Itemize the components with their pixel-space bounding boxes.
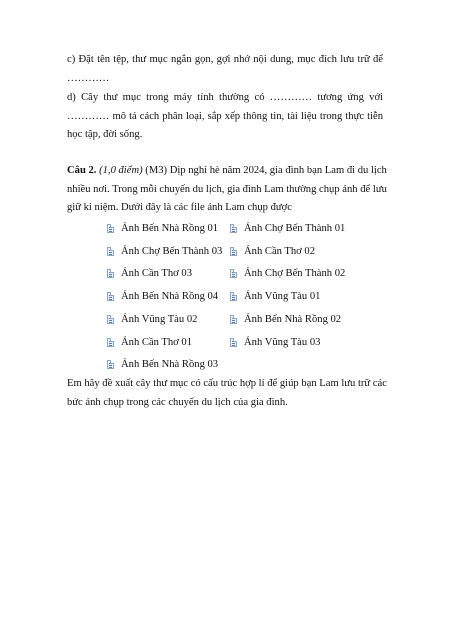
file-name: Ảnh Chợ Bến Thành 01 [244, 222, 346, 234]
file-item[interactable] [230, 288, 320, 304]
image-file-icon [107, 247, 114, 256]
file-name: Ảnh Cần Thơ 02 [244, 245, 316, 257]
file-item[interactable] [230, 311, 341, 327]
file-name: Ảnh Vũng Tàu 03 [244, 336, 321, 348]
closing-line-1: Em hãy đề xuất cây thư mục có cấu trúc hợp lí để giúp bạn Lam lưu trữ các [67, 378, 387, 389]
image-file-icon [107, 292, 114, 301]
section-c-line-1: c) Đặt tên tệp, thư mục ngắn gọn, gợi nhớ nội dung, mục đích lưu trữ để [67, 54, 383, 65]
image-file-icon [230, 338, 237, 347]
section-c-paragraph [67, 51, 383, 88]
section-d-line-3: học tập, đời sống. [67, 129, 143, 140]
file-item[interactable] [107, 334, 192, 350]
closing-paragraph [67, 375, 387, 412]
file-item[interactable] [107, 243, 222, 259]
question-2-line-1 [67, 162, 387, 181]
image-file-icon [230, 315, 237, 324]
file-item[interactable] [107, 220, 218, 236]
question-2-points: (1,0 điểm) [99, 165, 143, 176]
section-d-paragraph [67, 89, 383, 145]
file-item[interactable] [230, 243, 315, 259]
file-name: Ảnh Chợ Bến Thành 03 [121, 245, 223, 257]
section-d-line-2: ………… mô tả cách phân loại, sắp xếp thông tin, tài liệu trong thực tiễn [67, 110, 383, 122]
closing-line-2: bức ảnh chụp trong các chuyến du lịch của gia đình. [67, 396, 288, 408]
image-file-icon [230, 224, 237, 233]
file-name: Ảnh Bến Nhà Rồng 03 [121, 358, 219, 370]
file-item[interactable] [107, 356, 218, 372]
image-file-icon [107, 224, 114, 233]
file-name: Ảnh Vũng Tàu 02 [121, 313, 198, 325]
image-file-icon [107, 315, 114, 324]
file-name: Ảnh Cần Thơ 03 [121, 267, 193, 279]
file-item[interactable] [107, 311, 197, 327]
file-item[interactable] [230, 334, 320, 350]
file-item[interactable] [107, 265, 192, 281]
file-name: Ảnh Bến Nhà Rồng 02 [244, 313, 342, 325]
file-name: Ảnh Bến Nhà Rồng 01 [121, 222, 219, 234]
image-file-icon [230, 269, 237, 278]
section-d-line-1: d) Cây thư mục trong máy tính thường có ………… tương ứng với [67, 92, 383, 103]
question-2-line-1-rest: (M3) Dịp nghỉ hè năm 2024, gia đình bạn Lam đi du lịch [145, 165, 387, 176]
image-file-icon [230, 247, 237, 256]
image-file-icon [107, 360, 114, 369]
file-name: Ảnh Chợ Bến Thành 02 [244, 267, 346, 279]
file-name: Ảnh Vũng Tàu 01 [244, 290, 321, 302]
image-file-icon [107, 269, 114, 278]
file-name: Ảnh Cần Thơ 01 [121, 336, 193, 348]
file-item[interactable] [230, 220, 345, 236]
file-item[interactable] [107, 288, 218, 304]
question-2-line-2: nhiều nơi. Trong mỗi chuyến du lịch, gia đình Lam thường chụp ảnh để lưu [67, 183, 387, 195]
section-c-line-2: ………… [67, 72, 110, 84]
image-file-icon [107, 338, 114, 347]
file-item[interactable] [230, 265, 345, 281]
question-2-line-3: giữ kỉ niệm. Dưới đây là các file ảnh Lam chụp được [67, 202, 292, 213]
file-name: Ảnh Bến Nhà Rồng 04 [121, 290, 219, 302]
image-file-icon [230, 292, 237, 301]
question-2-paragraph [67, 162, 387, 218]
question-2-label: Câu 2. [67, 165, 97, 176]
